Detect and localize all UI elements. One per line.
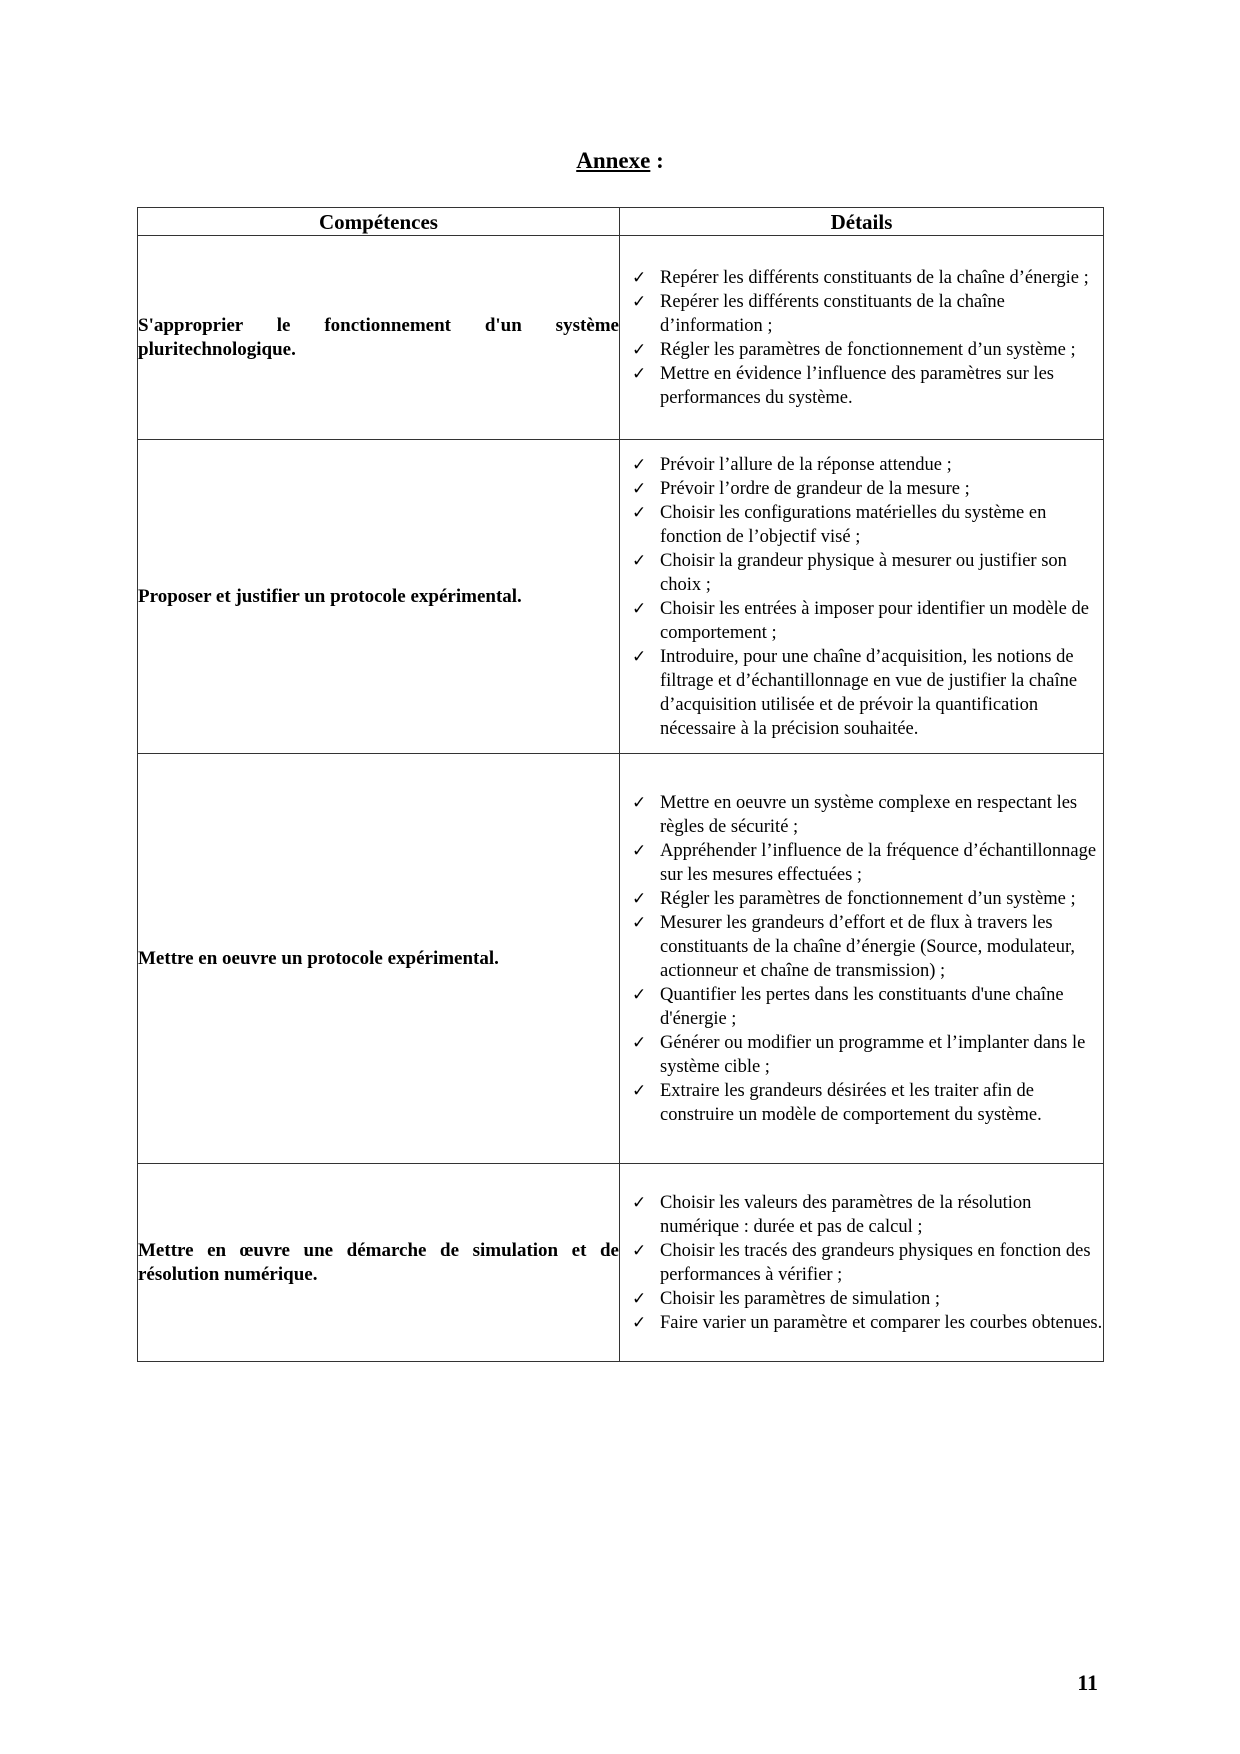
details-cell — [620, 1164, 1104, 1362]
list-item — [620, 477, 1103, 501]
competence-cell: Mettre en oeuvre un protocole expérimental. — [138, 754, 620, 1164]
detail-text: Mettre en évidence l’influence des paramètres sur les performances du système. — [660, 363, 1054, 408]
details-list — [620, 453, 1103, 741]
list-item — [620, 1311, 1103, 1335]
checkmark-icon: ✓ — [632, 840, 647, 860]
list-item — [620, 338, 1103, 362]
checkmark-icon: ✓ — [632, 267, 647, 287]
list-item — [620, 839, 1103, 887]
detail-text: Faire varier un paramètre et comparer les courbes obtenues. — [660, 1312, 1103, 1333]
checkmark-icon: ✓ — [632, 1240, 647, 1260]
detail-text: Choisir les valeurs des paramètres de la résolution numérique : durée et pas de calcul ; — [660, 1192, 1032, 1237]
detail-text: Choisir les tracés des grandeurs physiques en fonction des performances à vérifier ; — [660, 1240, 1091, 1285]
checkmark-icon: ✓ — [632, 598, 647, 618]
checkmark-icon: ✓ — [632, 478, 647, 498]
checkmark-icon: ✓ — [632, 1032, 647, 1052]
page-number: 11 — [1077, 1670, 1098, 1695]
table-header-row — [138, 208, 1104, 236]
list-item — [620, 501, 1103, 549]
checkmark-icon: ✓ — [632, 339, 647, 359]
header-competences: Compétences — [138, 208, 620, 236]
list-item — [620, 1031, 1103, 1079]
checkmark-icon: ✓ — [632, 912, 647, 932]
list-item — [620, 290, 1103, 338]
title-suffix: : — [650, 148, 664, 173]
table-row — [138, 754, 1104, 1164]
detail-text: Mettre en oeuvre un système complexe en respectant les règles de sécurité ; — [660, 792, 1078, 837]
title-underlined: Annexe — [576, 148, 651, 173]
competence-cell: Mettre en œuvre une démarche de simulation et de résolution numérique. — [138, 1164, 620, 1362]
checkmark-icon: ✓ — [632, 888, 647, 908]
checkmark-icon: ✓ — [632, 984, 647, 1004]
competence-cell: Proposer et justifier un protocole expérimental. — [138, 440, 620, 754]
table-row — [138, 440, 1104, 754]
detail-text: Extraire les grandeurs désirées et les traiter afin de construire un modèle de comportement du système. — [660, 1080, 1042, 1125]
page-title — [0, 148, 1240, 174]
checkmark-icon: ✓ — [632, 363, 647, 383]
detail-text: Générer ou modifier un programme et l’implanter dans le système cible ; — [660, 1032, 1086, 1077]
header-details: Détails — [620, 208, 1104, 236]
list-item — [620, 791, 1103, 839]
table-row — [138, 1164, 1104, 1362]
detail-text: Régler les paramètres de fonctionnement d’un système ; — [660, 339, 1076, 360]
detail-text: Choisir les configurations matérielles du système en fonction de l’objectif visé ; — [660, 502, 1047, 547]
list-item — [620, 1191, 1103, 1239]
list-item — [620, 597, 1103, 645]
checkmark-icon: ✓ — [632, 1312, 647, 1332]
details-cell — [620, 754, 1104, 1164]
detail-text: Mesurer les grandeurs d’effort et de flux à travers les constituants de la chaîne d’énergie (Source, modulateur, actionneur et chaîne de transmission) ; — [660, 912, 1076, 981]
checkmark-icon: ✓ — [632, 1080, 647, 1100]
list-item — [620, 362, 1103, 410]
checkmark-icon: ✓ — [632, 792, 647, 812]
detail-text: Repérer les différents constituants de la chaîne d’énergie ; — [660, 267, 1089, 288]
detail-text: Quantifier les pertes dans les constituants d'une chaîne d'énergie ; — [660, 984, 1064, 1029]
details-cell — [620, 440, 1104, 754]
detail-text: Introduire, pour une chaîne d’acquisition, les notions de filtrage et d’échantillonnage en vue de justifier la chaîne d’acquisition utilisée et de prévoir la quantification nécessaire à la précision souhaitée. — [660, 646, 1078, 739]
detail-text: Régler les paramètres de fonctionnement d’un système ; — [660, 888, 1076, 909]
detail-text: Appréhender l’influence de la fréquence d’échantillonnage sur les mesures effectuées ; — [660, 840, 1097, 885]
detail-text: Repérer les différents constituants de la chaîne d’information ; — [660, 291, 1005, 336]
list-item — [620, 887, 1103, 911]
checkmark-icon: ✓ — [632, 454, 647, 474]
table-row — [138, 236, 1104, 440]
checkmark-icon: ✓ — [632, 646, 647, 666]
list-item — [620, 549, 1103, 597]
list-item — [620, 1239, 1103, 1287]
detail-text: Prévoir l’ordre de grandeur de la mesure ; — [660, 478, 970, 499]
list-item — [620, 911, 1103, 983]
details-list — [620, 266, 1103, 410]
detail-text: Choisir les paramètres de simulation ; — [660, 1288, 941, 1309]
details-cell — [620, 236, 1104, 440]
detail-text: Choisir les entrées à imposer pour identifier un modèle de comportement ; — [660, 598, 1089, 643]
checkmark-icon: ✓ — [632, 291, 647, 311]
list-item — [620, 1287, 1103, 1311]
list-item — [620, 983, 1103, 1031]
list-item — [620, 453, 1103, 477]
checkmark-icon: ✓ — [632, 550, 647, 570]
competence-cell: S'approprier le fonctionnement d'un système pluritechnologique. — [138, 236, 620, 440]
details-list — [620, 1191, 1103, 1335]
checkmark-icon: ✓ — [632, 502, 647, 522]
list-item — [620, 645, 1103, 741]
list-item — [620, 1079, 1103, 1127]
checkmark-icon: ✓ — [632, 1192, 647, 1212]
details-list — [620, 791, 1103, 1127]
checkmark-icon: ✓ — [632, 1288, 647, 1308]
competences-table — [137, 207, 1104, 1362]
detail-text: Prévoir l’allure de la réponse attendue ; — [660, 454, 952, 475]
list-item — [620, 266, 1103, 290]
detail-text: Choisir la grandeur physique à mesurer ou justifier son choix ; — [660, 550, 1067, 595]
